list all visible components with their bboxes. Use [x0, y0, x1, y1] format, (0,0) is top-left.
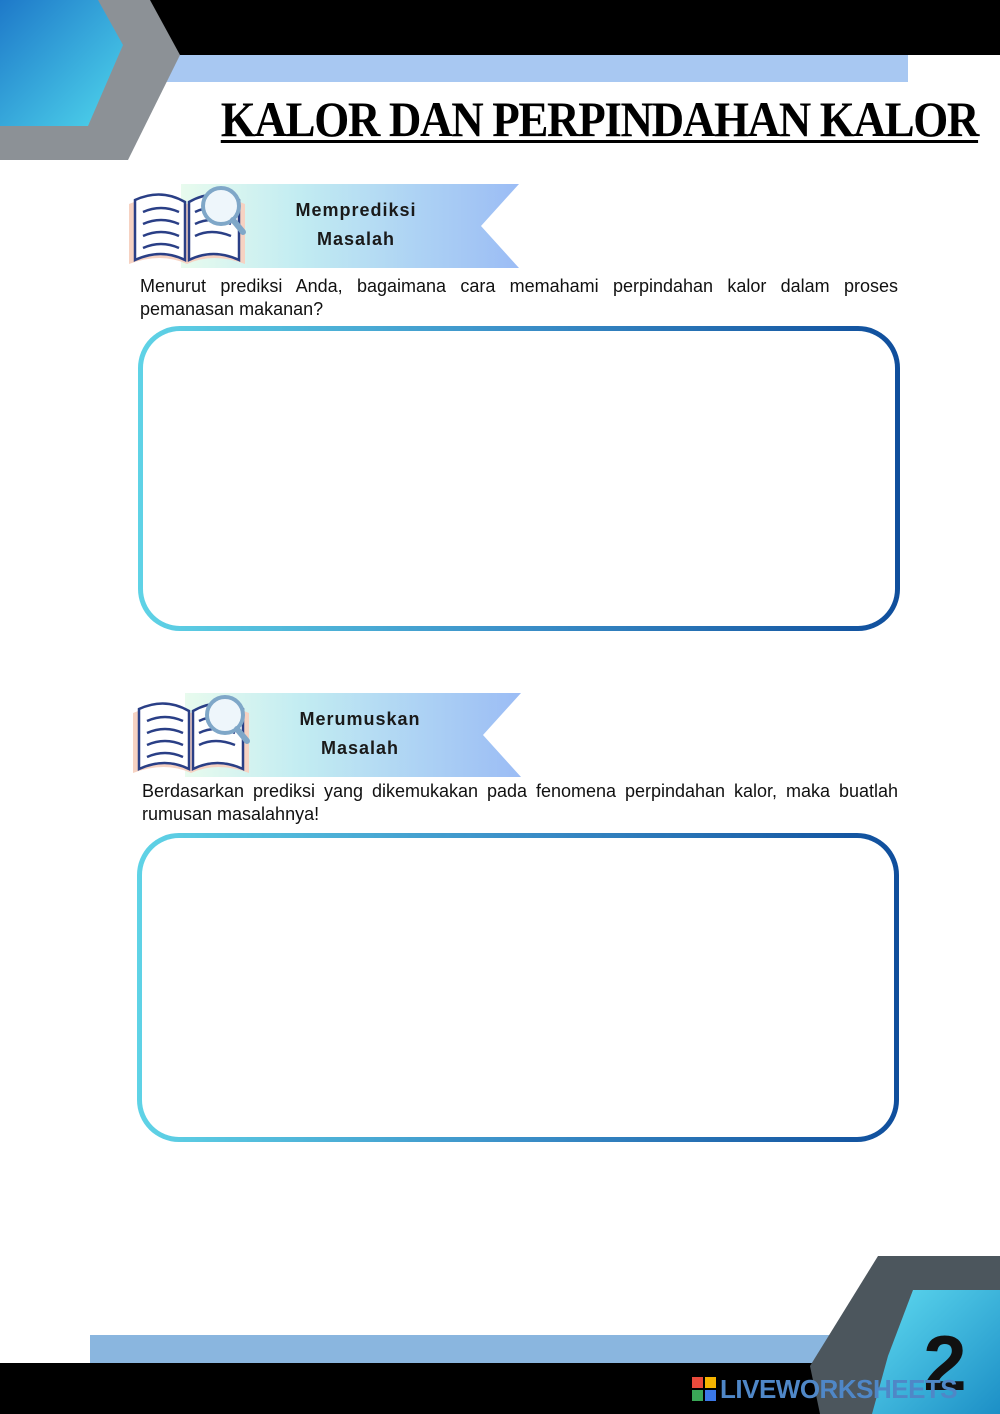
answer-box[interactable] — [138, 326, 900, 631]
section-banner-mempredisksi — [121, 182, 521, 268]
open-book-magnifier-icon — [121, 182, 251, 268]
liveworksheets-logo-icon — [692, 1377, 716, 1401]
section-banner-merumuskan — [125, 691, 525, 777]
top-corner-decoration — [0, 0, 190, 160]
banner-title-line2: Masalah — [320, 738, 400, 758]
page-title: KALOR DAN PERPINDAHAN KALOR — [220, 91, 979, 147]
question-text: Berdasarkan prediksi yang dikemukakan pada fenomena perpindahan kalor, maka buatlah rumusan masalahnya! — [142, 781, 898, 824]
open-book-magnifier-icon — [125, 691, 255, 777]
banner-title-line1: Merumuskan — [299, 709, 421, 729]
banner-title-line2: Masalah — [316, 229, 396, 249]
answer-field[interactable] — [143, 331, 895, 626]
question-text: Menurut prediksi Anda, bagaimana cara memahami perpindahan kalor dalam proses pemanasan makanan? — [140, 276, 898, 319]
bottom-blue-bar — [90, 1335, 850, 1363]
watermark — [692, 1373, 957, 1405]
page-number: 2 — [923, 1319, 967, 1407]
answer-box[interactable] — [137, 833, 899, 1142]
answer-field[interactable] — [142, 838, 894, 1137]
top-blue-bar — [165, 55, 908, 82]
watermark-text: LIVEWORKSHEETS — [720, 1373, 958, 1404]
banner-title-line1: Memprediksi — [295, 200, 417, 220]
